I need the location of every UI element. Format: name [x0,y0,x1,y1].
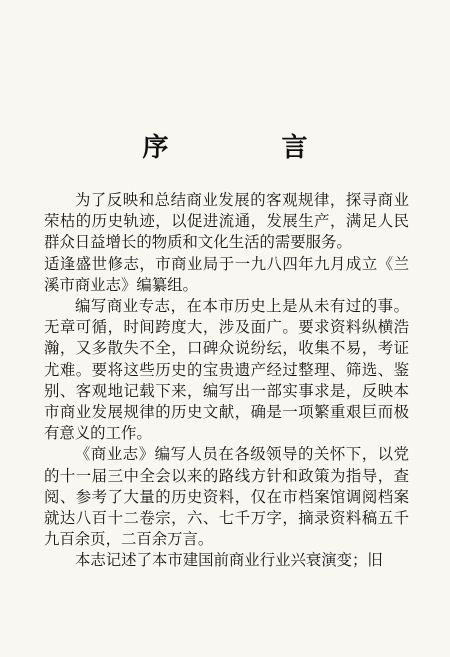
paragraph-1: 为了反映和总结商业发展的客观规律，探寻商业荣枯的历史轨迹，以促进流通，发展生产，满足人民群众日益增长的物质和文化生活的需要服务。 [44,191,409,252]
paragraph-2: 适逢盛世修志，市商业局于一九八四年九月成立《兰溪市商业志》编纂组。 [44,254,409,294]
paragraph-5: 本志记述了本市建国前商业行业兴衰演变；旧 [75,551,383,570]
preface-body [44,190,409,572]
page-title: 序 言 [142,133,360,163]
paragraph-4: 《商业志》编写人员在各级领导的关怀下，以党的十一届三中全会以来的路线方针和政策为指导，查阅、参考了大量的历史资料，仅在市档案馆调阅档案就达八百十二卷宗，六、七千万字，摘录资料稿五千九百余页，二百余万言。 [44,445,409,549]
paragraph-3: 编写商业专志，在本市历史上是从未有过的事。无章可循，时间跨度大，涉及面广。要求资料纵横浩瀚，又多散失不全，口碑众说纷纭，收集不易，考证尤难。要将这些历史的宝贵遗产经过整理、筛选、鉴别、客观地记载下来，编写出一部实事求是，反映本市商业发展规律的历史文献，确是一项繁重艰巨而极有意义的工作。 [44,297,409,443]
